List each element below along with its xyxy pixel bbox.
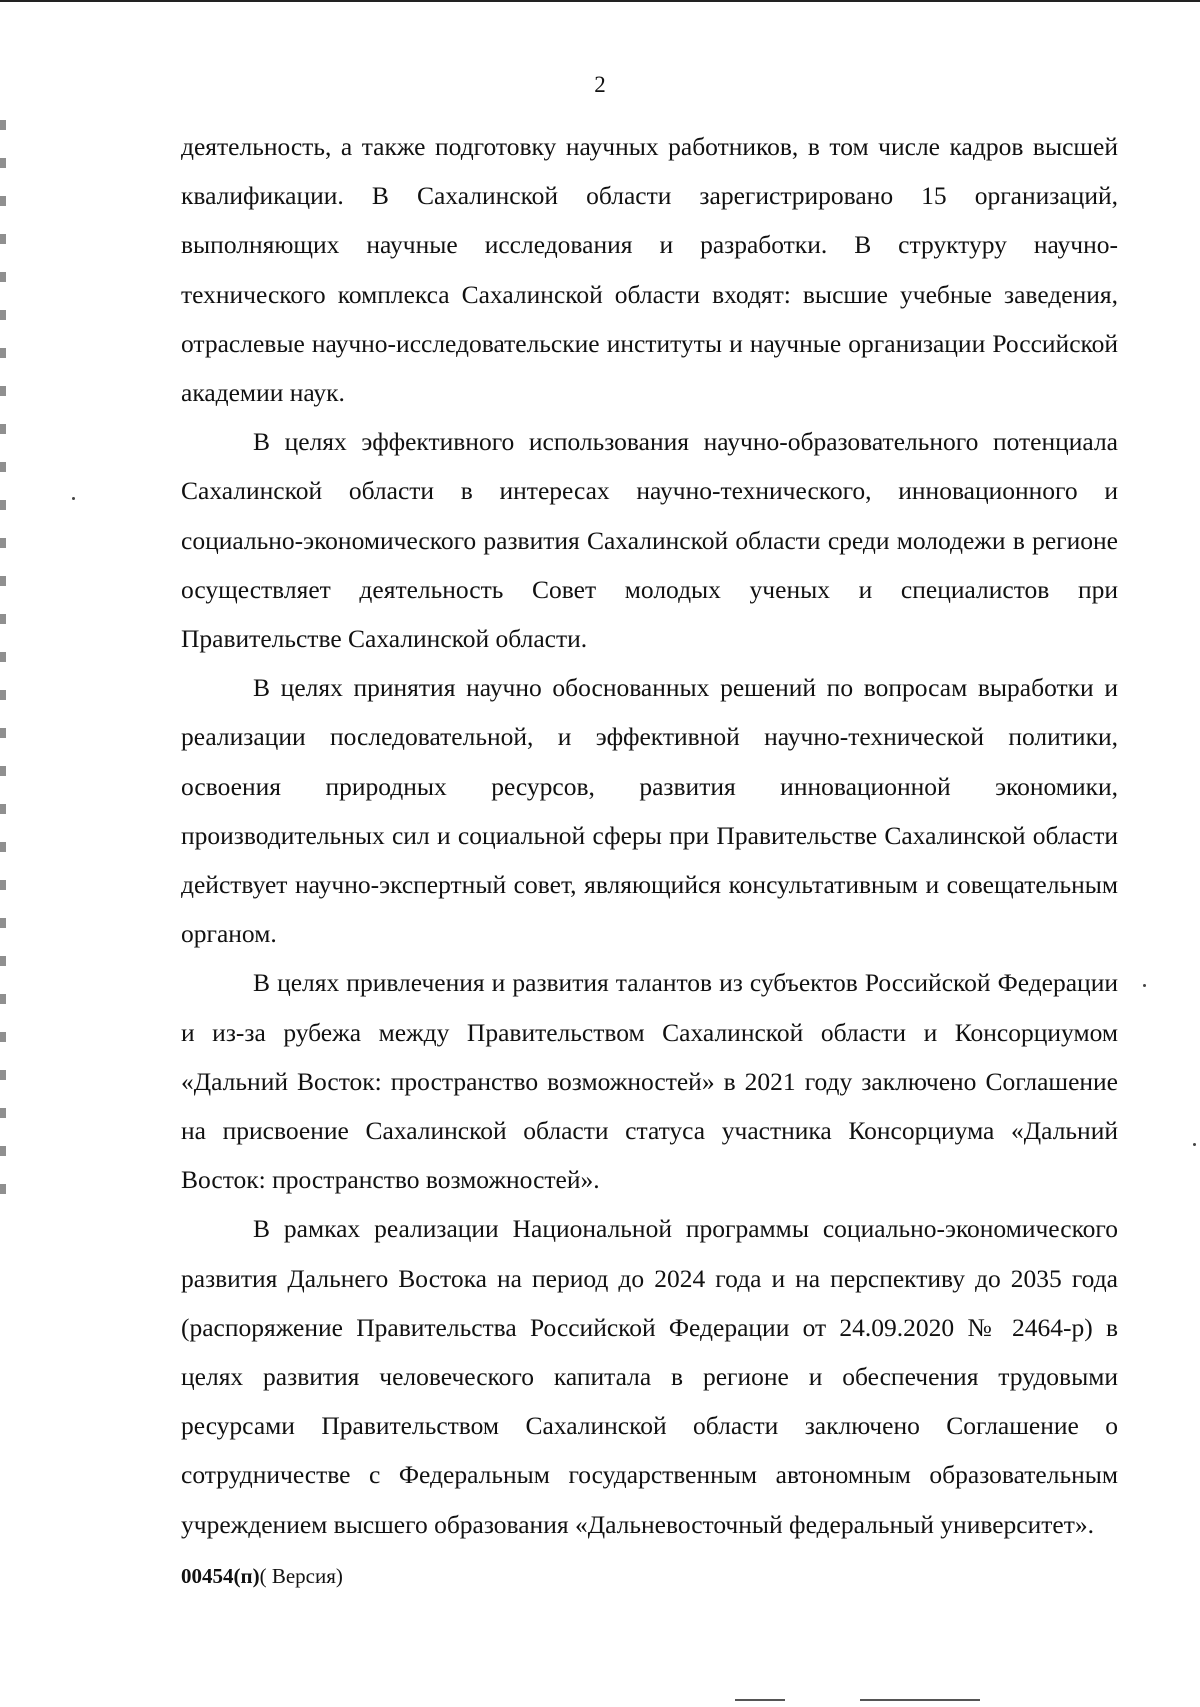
scan-speck <box>1193 1143 1196 1146</box>
paragraph-1: деятельность, а также подготовку научных работников, в том числе кадров высшей квалификации. В Сахалинской области зарегистрировано 15 организаций, выполняющих научные исследования и разработки. В структуру научно-технического комплекса Сахалинской области входят: высшие учебные заведения, отраслевые научно-исследовательские институты и научные организации Российской академии наук. <box>181 132 1118 408</box>
document-version: ( Версия) <box>259 1564 343 1588</box>
binding-marks <box>0 120 6 1220</box>
document-footer <box>181 1564 343 1589</box>
paragraph-2: В целях эффективного использования научно-образовательного потенциала Сахалинской области в интересах научно-технического, инновационного и социально-экономического развития Сахалинской области среди молодежи в регионе осуществляет деятельность Совет молодых ученых и специалистов при Правительстве Сахалинской области. <box>181 427 1118 654</box>
scan-edge-bottom <box>860 1699 980 1701</box>
paragraph-4: В целях привлечения и развития талантов из субъектов Российской Федерации и из-за рубежа между Правительством Сахалинской области и Консорциумом «Дальний Восток: пространство возможностей» в 2021 году заключено Соглашение на присвоение Сахалинской области статуса участника Консорциума «Дальний Восток: пространство возможностей». <box>181 968 1118 1195</box>
paragraph-5: В рамках реализации Национальной программы социально-экономического развития Дальнего Востока на период до 2024 года и на перспективу до 2035 года (распоряжение Правительства Российской Федерации от 24.09.2020 № 2464-р) в целях развития человеческого капитала в регионе и обеспечения трудовыми ресурсами Правительством Сахалинской области заключено Соглашение о сотрудничестве с Федеральным государственным автономным образовательным учреждением высшего образования «Дальневосточный федеральный университет». <box>181 1214 1118 1539</box>
scan-edge-bottom <box>735 1699 785 1701</box>
document-code: 00454(п) <box>181 1564 260 1588</box>
scan-edge-top <box>0 0 1200 2</box>
scan-speck <box>72 497 75 500</box>
scan-speck <box>1143 984 1146 987</box>
paragraph-3: В целях принятия научно обоснованных решений по вопросам выработки и реализации последовательной, и эффективной научно-технической политики, освоения природных ресурсов, развития инновационной экономики, производительных сил и социальной сферы при Правительстве Сахалинской области действует научно-экспертный совет, являющийся консультативным и совещательным органом. <box>181 673 1118 949</box>
document-body <box>181 122 1118 1549</box>
page-number: 2 <box>594 72 606 97</box>
